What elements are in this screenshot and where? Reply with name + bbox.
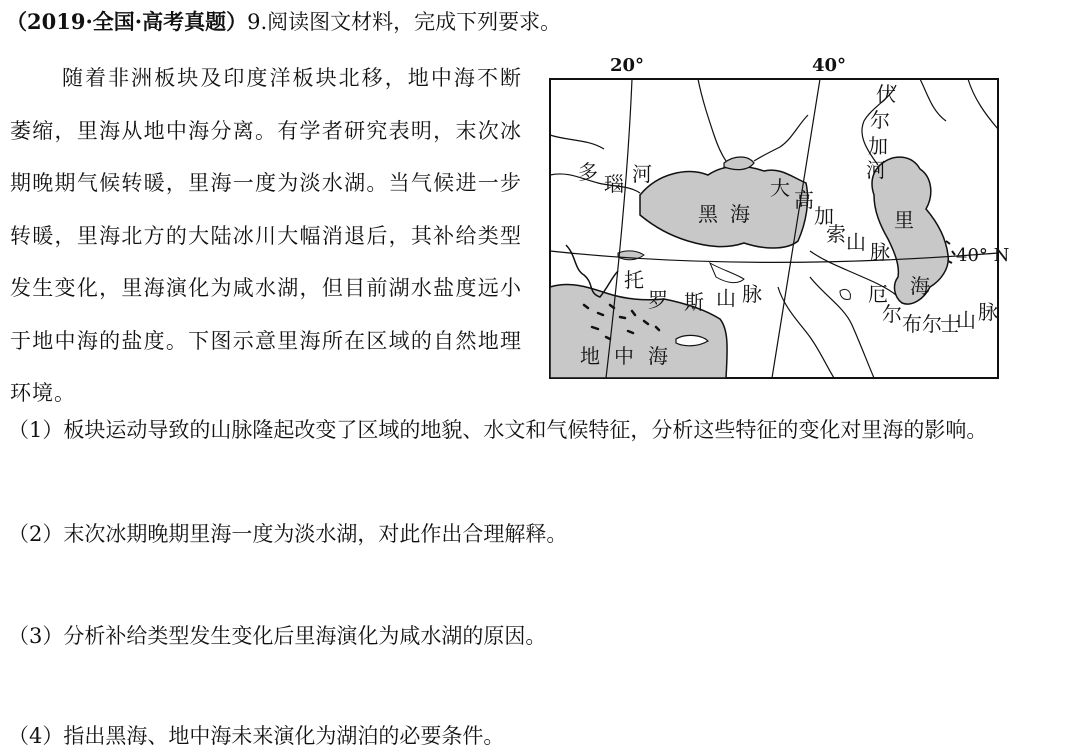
ural-river [968,79,998,129]
caspian-region-map [548,55,1010,381]
danube-label-1: 多 [578,160,598,184]
elburz-label-6: 山 [956,308,976,332]
question-2: （2）末次冰期晚期里海一度为淡水湖，对此作出合理解释。 [8,522,568,546]
elburz-label-5: 士 [940,312,960,336]
caucasus-label-1: 大 [770,176,790,200]
question-1: （1）板块运动导致的山脉隆起改变了区域的地貌、水文和气候特征，分析这些特征的变化对里海的影响。 [8,418,988,442]
caspian-label-2: 海 [910,274,930,298]
anatolia-lake [710,263,744,283]
taurus-label-1: 托 [624,268,644,292]
northern-river [550,135,604,149]
volga-label-2: 尔 [870,108,890,132]
mediterranean-label-3: 海 [648,344,668,368]
volga-label-4: 河 [866,158,886,182]
elburz-label-7: 脉 [978,300,998,324]
danube-label-2: 瑙 [604,172,624,196]
danube-label-3: 河 [632,162,652,186]
euphrates-river [778,287,834,378]
caucasus-label-5: 山 [846,230,866,254]
caucasus-label-2: 高 [794,188,814,212]
taurus-label-4: 山 [716,286,736,310]
taurus-label-5: 脉 [742,282,762,306]
volga-label-1: 伏 [876,82,896,106]
volga-tributary [920,79,946,121]
elburz-label-1: 厄 [868,282,888,306]
caspian-label-1: 里 [894,208,914,232]
elburz-label-2: 尔 [882,302,902,326]
question-3: （3）分析补给类型发生变化后里海演化为咸水湖的原因。 [8,624,547,648]
source-tag: （2019·全国·高考真题） [6,9,248,34]
elburz-label-4: 尔 [922,312,942,336]
question-header [6,6,561,36]
tigris-river [810,277,874,378]
question-number: 9. [247,10,268,34]
lake-urmia [840,289,850,299]
mediterranean-label-2: 中 [614,344,634,368]
azov-sea-shape [724,157,754,170]
don-river [754,115,808,161]
mediterranean-label-1: 地 [580,344,600,368]
elburz-label-3: 布 [902,312,922,336]
black-sea-label-2: 海 [730,202,750,226]
instruction-text: 阅读图文材料，完成下列要求。 [267,10,562,34]
caucasus-label-6: 脉 [870,240,890,264]
caucasus-label-3: 加 [814,204,834,228]
taurus-label-3: 斯 [684,290,704,314]
dnieper-river [698,79,726,161]
black-sea-label-1: 黑 [698,202,718,226]
lon-20-label: 20° [610,55,645,76]
lat-40-label: 40° N [956,245,1010,266]
lon-40-label: 40° [812,55,847,76]
taurus-label-2: 罗 [648,288,668,312]
question-4: （4）指出黑海、地中海未来演化为湖泊的必要条件。 [8,724,505,748]
volga-label-3: 加 [868,134,888,158]
caucasus-label-4: 索 [826,222,846,246]
material-paragraph: 随着非洲板块及印度洋板块北移，地中海不断萎缩，里海从地中海分离。有学者研究表明，末次冰期晚期气候转暖，里海一度为淡水湖。当气候进一步转暖，里海北方的大陆冰川大幅消退后，其补给类型发生变化，里海演化为咸水湖，但目前湖水盐度远小于地中海的盐度。下图示意里海所在区域的自然地理环境。 [10,66,522,405]
